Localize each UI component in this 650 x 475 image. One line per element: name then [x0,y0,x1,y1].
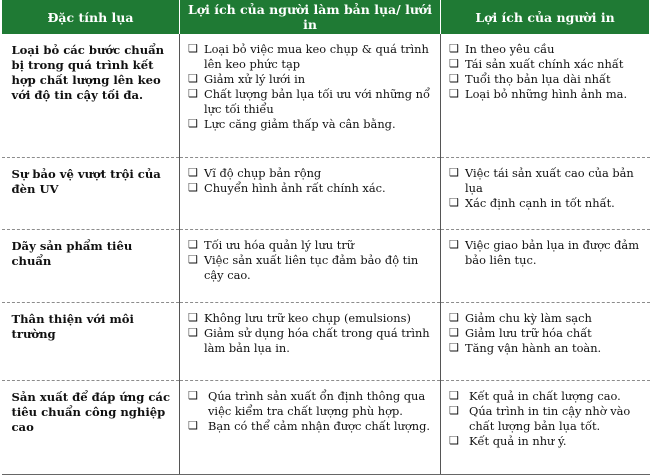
checkbox-icon: ❑ [449,196,459,209]
list-item: ❑ Giảm sử dụng hóa chất trong quá trình làm bản lụa in. [188,326,430,355]
printer-benefits-cell [441,230,650,303]
checkbox-icon: ❑ [188,42,198,55]
checkbox-icon: ❑ [188,117,198,130]
list-item: ❑ Chất lượng bản lụa tối ưu với những nổ lực tối thiểu [188,87,430,116]
list-item: ❑ Tái sản xuất chính xác nhất [449,57,624,71]
list-item: ❑ Qúa trình sản xuất ổn định thông qua việc kiểm tra chất lượng phù hợp. [188,389,426,418]
maker-benefits-cell [180,158,441,230]
feature-cell: Sản xuất để đáp ứng các tiêu chuẩn công nghiệp cao [2,381,180,475]
header-benefits-printer: Lợi ích của người in [441,0,650,34]
list-item: ❑ Giảm lưu trữ hóa chất [449,326,592,340]
checkbox-icon: ❑ [188,311,198,324]
checkbox-icon: ❑ [449,341,459,354]
checkbox-icon: ❑ [449,238,459,251]
table-header-row [2,0,650,34]
feature-cell: Sự bảo vệ vượt trội của đèn UV [2,158,180,230]
checkbox-icon: ❑ [188,87,198,100]
header-feature: Đặc tính lụa [2,0,180,34]
table-row [2,303,650,381]
feature-cell: Thân thiện với môi trường [2,303,180,381]
table-row [2,158,650,230]
checkbox-icon: ❑ [188,326,198,339]
list-item: ❑ Việc tái sản xuất cao của bản lụa [449,166,634,195]
checkbox-icon: ❑ [449,404,459,417]
list-item: ❑ Không lưu trữ keo chụp (emulsions) [188,311,411,325]
checkbox-icon: ❑ [449,72,459,85]
checkbox-icon: ❑ [188,72,198,85]
checkbox-icon: ❑ [449,57,459,70]
list-item: ❑ In theo yêu cầu [449,42,555,56]
maker-benefits-cell [180,34,441,158]
header-benefits-maker: Lợi ích của người làm bản lụa/ lưới in [180,0,441,34]
list-item: ❑ Loại bỏ những hình ảnh ma. [449,87,628,101]
checkbox-icon: ❑ [188,181,198,194]
features-benefits-table [1,0,650,475]
list-item: ❑ Việc sản xuất liên tục đảm bảo độ tin cậy cao. [188,253,419,282]
feature-cell: Dãy sản phẩm tiêu chuẩn [2,230,180,303]
list-item: ❑ Lực căng giảm thấp và cân bằng. [188,117,396,131]
checkbox-icon: ❑ [449,87,459,100]
maker-benefits-cell [180,381,441,475]
checkbox-icon: ❑ [449,434,459,447]
list-item: ❑ Giảm xử lý lưới in [188,72,306,86]
maker-benefits-cell [180,230,441,303]
list-item: ❑ Loại bỏ việc mua keo chụp & quá trình lên keo phức tạp [188,42,429,71]
checkbox-icon: ❑ [188,253,198,266]
list-item: ❑ Tăng vận hành an toàn. [449,341,602,355]
list-item: ❑ Tối ưu hóa quản lý lưu trữ [188,238,355,252]
checkbox-icon: ❑ [449,311,459,324]
list-item: ❑ Chuyển hình ảnh rất chính xác. [188,181,386,195]
list-item: ❑ Giảm chu kỳ làm sạch [449,311,592,325]
feature-cell: Loại bỏ các bước chuẩn bị trong quá trình kết hợp chất lượng lên keo với độ tin cậy tối đa. [2,34,180,158]
printer-benefits-cell [441,381,650,475]
table-row [2,381,650,475]
table-row [2,230,650,303]
checkbox-icon: ❑ [188,238,198,251]
checkbox-icon: ❑ [449,166,459,179]
checkbox-icon: ❑ [449,42,459,55]
maker-benefits-cell [180,303,441,381]
checkbox-icon: ❑ [188,166,198,179]
list-item: ❑ Kết quả in như ý. [449,434,567,448]
checkbox-icon: ❑ [188,389,198,402]
table-row [2,34,650,158]
checkbox-icon: ❑ [449,326,459,339]
list-item: ❑ Tuổi thọ bản lụa dài nhất [449,72,611,86]
list-item: ❑ Việc giao bản lụa in được đảm bảo liên tục. [449,238,640,267]
list-item: ❑ Xác định cạnh in tốt nhất. [449,196,615,210]
list-item: ❑ Vĩ độ chụp bản rộng [188,166,322,180]
printer-benefits-cell [441,303,650,381]
list-item: ❑ Kết quả in chất lượng cao. [449,389,621,403]
printer-benefits-cell [441,158,650,230]
checkbox-icon: ❑ [449,389,459,402]
checkbox-icon: ❑ [188,419,198,432]
printer-benefits-cell [441,34,650,158]
list-item: ❑ Qúa trình in tin cậy nhờ vào chất lượng bản lụa tốt. [449,404,631,433]
list-item: ❑ Bạn có thể cảm nhận được chất lượng. [188,419,430,433]
